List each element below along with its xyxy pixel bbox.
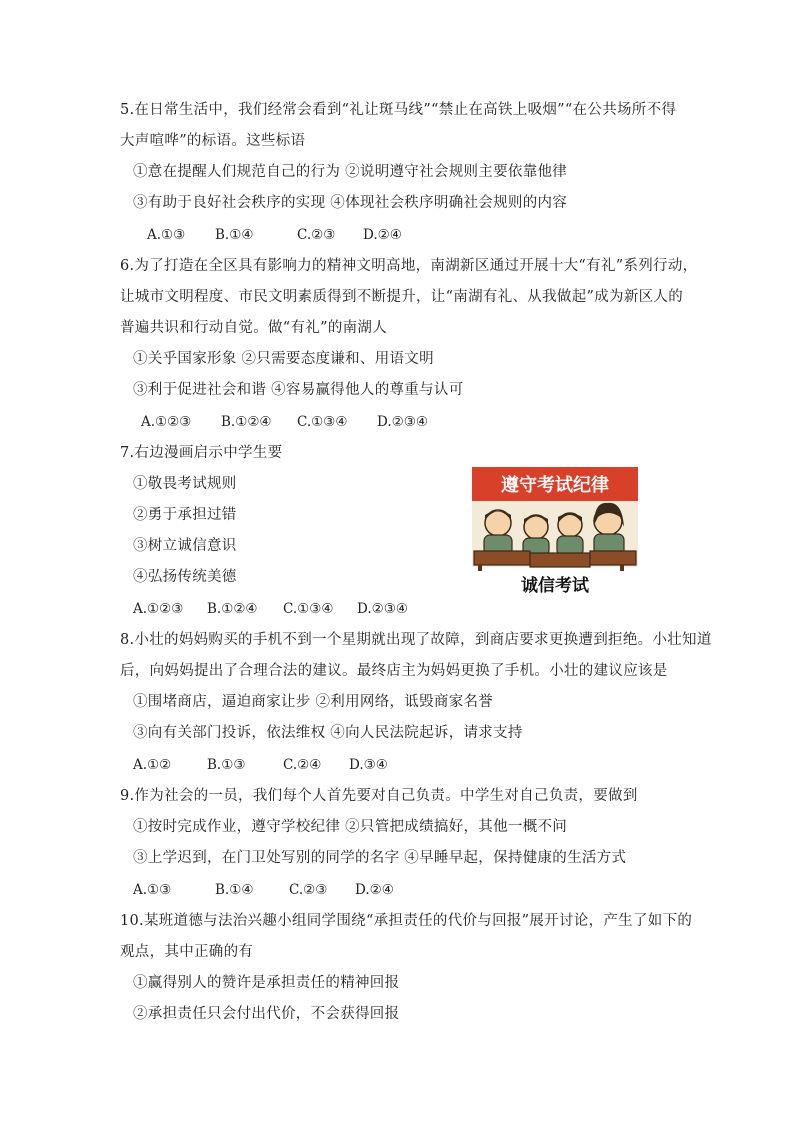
q7-option-a: A.①②③ — [133, 601, 184, 617]
q10-stem-line1: 10.某班道德与法治兴趣小组同学围绕“承担责任的代价与回报”展开讨论，产生了如下的 — [120, 913, 693, 929]
q6-option-a: A.①②③ — [141, 414, 192, 430]
q7-item-4: ④弘扬传统美德 — [133, 569, 237, 585]
q8-stem-line1: 8.小壮的妈妈购买的手机不到一个星期就出现了故障，到商店要求更换遭到拒绝。小壮知道 — [120, 632, 712, 648]
q8-option-c: C.②④ — [283, 757, 322, 773]
q7-option-b: B.①②④ — [207, 601, 258, 617]
q7-option-d: D.②③④ — [357, 601, 408, 617]
q9-item-line2: ③上学迟到，在门卫处写别的同学的名字 ④早睡早起，保持健康的生活方式 — [133, 850, 627, 866]
q9-option-a: A.①③ — [133, 882, 172, 898]
q10-item-line2: ②承担责任只会付出代价，不会获得回报 — [133, 1006, 400, 1022]
q7-item-1: ①敬畏考试规则 — [133, 476, 237, 492]
q6-stem-line3: 普遍共识和行动自觉。做“有礼”的南湖人 — [120, 320, 388, 336]
q9-option-b: B.①④ — [215, 882, 254, 898]
cartoon-caption: 诚信考试 — [521, 576, 589, 596]
q9-item-line1: ①按时完成作业，遵守学校纪律 ②只管把成绩搞好，其他一概不问 — [133, 819, 568, 835]
q6-option-d: D.②③④ — [377, 414, 428, 430]
q10-stem-line2: 观点，其中正确的有 — [120, 944, 254, 960]
q9-stem: 9.作为社会的一员，我们每个人首先要对自己负责。中学生对自己负责，要做到 — [120, 788, 638, 804]
q7-stem: 7.右边漫画启示中学生要 — [120, 445, 283, 461]
q8-item-line1: ①围堵商店，逼迫商家让步 ②利用网络，诋毁商家名誉 — [133, 694, 494, 710]
cartoon-banner-text: 遵守考试纪律 — [501, 475, 609, 496]
q6-stem-line1: 6.为了打造在全区具有影响力的精神文明高地，南湖新区通过开展十大“有礼”系列行动， — [120, 258, 698, 274]
q7-item-2: ②勇于承担过错 — [133, 507, 237, 523]
q6-stem-line2: 让城市文明程度、市民文明素质得到不断提升，让“南湖有礼、从我做起”成为新区人的 — [120, 289, 684, 305]
q6-option-b: B.①②④ — [221, 414, 272, 430]
q5-stem-line1: 5.在日常生活中，我们经常会看到“礼让斑马线”“禁止在高铁上吸烟”“在公共场所不得 — [120, 102, 677, 118]
q5-option-b: B.①④ — [215, 227, 254, 243]
q5-item-line1: ①意在提醒人们规范自己的行为 ②说明遵守社会规则主要依靠他律 — [133, 164, 568, 180]
q5-option-c: C.②③ — [297, 227, 336, 243]
q8-option-a: A.①② — [133, 757, 172, 773]
q5-item-line2: ③有助于良好社会秩序的实现 ④体现社会秩序明确社会规则的内容 — [133, 195, 568, 211]
q6-item-line1: ①关乎国家形象 ②只需要态度谦和、用语文明 — [133, 351, 434, 367]
q9-option-d: D.②④ — [355, 882, 394, 898]
q5-stem-line2: 大声喧哗”的标语。这些标语 — [120, 133, 306, 149]
q8-item-line2: ③向有关部门投诉，依法维权 ④向人民法院起诉，请求支持 — [133, 725, 523, 741]
q6-item-line2: ③利于促进社会和谐 ④容易赢得他人的尊重与认可 — [133, 382, 464, 398]
honest-exam-cartoon — [470, 465, 640, 597]
q8-option-b: B.①③ — [207, 757, 246, 773]
q5-option-a: A.①③ — [147, 227, 186, 243]
q9-option-c: C.②③ — [289, 882, 328, 898]
q10-item-line1: ①赢得别人的赞许是承担责任的精神回报 — [133, 975, 400, 991]
q8-stem-line2: 后，向妈妈提出了合理合法的建议。最终店主为妈妈更换了手机。小壮的建议应该是 — [120, 663, 668, 679]
q6-option-c: C.①③④ — [297, 414, 348, 430]
q8-option-d: D.③④ — [349, 757, 388, 773]
q7-item-3: ③树立诚信意识 — [133, 538, 237, 554]
q5-option-d: D.②④ — [363, 227, 402, 243]
q7-option-c: C.①③④ — [283, 601, 334, 617]
